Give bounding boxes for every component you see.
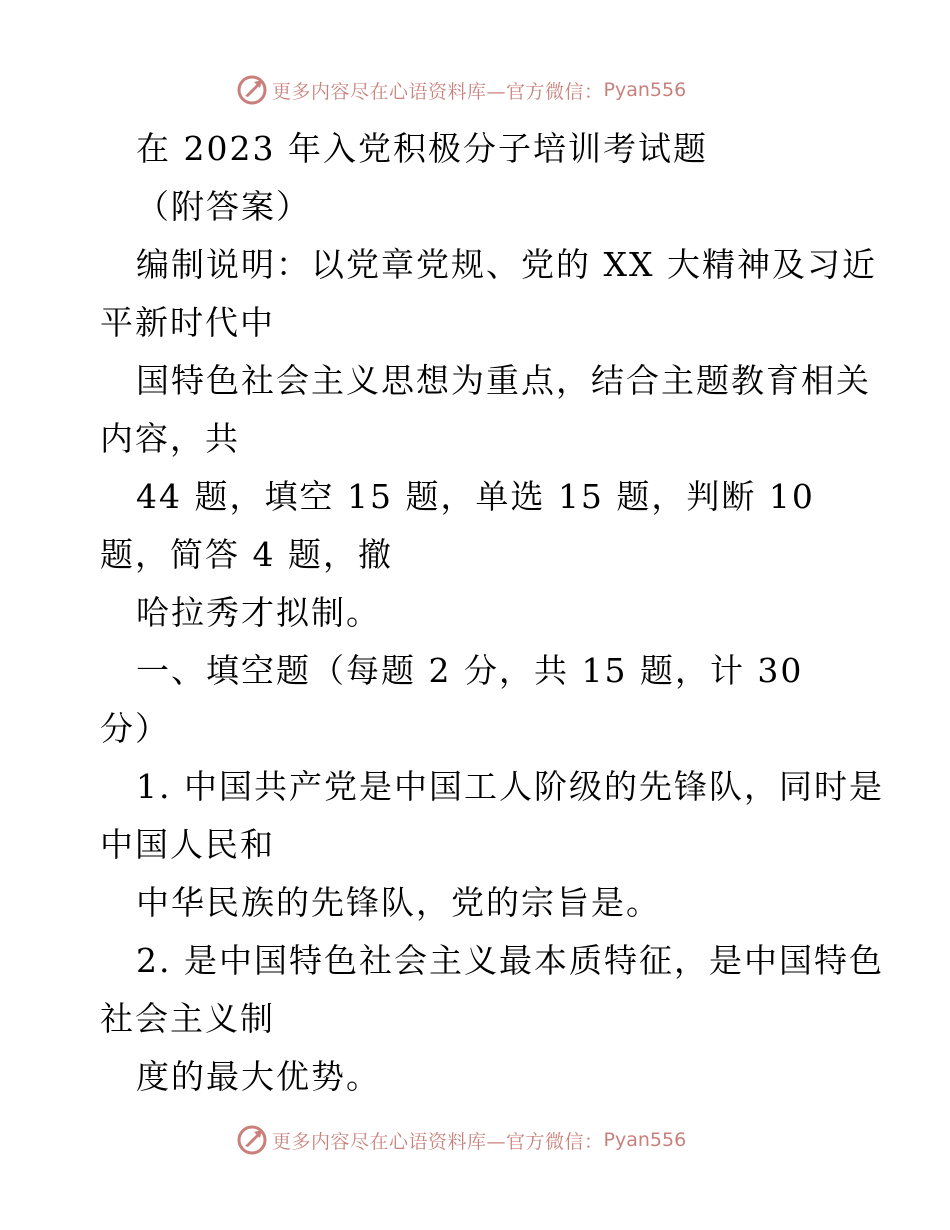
- footer-banner-contact: Pyan556: [603, 1129, 687, 1151]
- question-2: 2. 是中国特色社会主义最本质特征，是中国特色: [136, 941, 884, 980]
- text-line: 内容，共: [100, 419, 240, 458]
- question-2-continued: 度的最大优势。: [136, 1057, 381, 1096]
- quill-logo-icon: [236, 1124, 268, 1156]
- text-line: 编制说明：以党章党规、党的 XX 大精神及习近: [136, 245, 877, 284]
- header-banner-content: [236, 70, 686, 110]
- header-banner-contact: Pyan556: [603, 79, 687, 101]
- document-title: 在 2023 年入党积极分子培训考试题: [136, 129, 708, 168]
- section-heading: 一、填空题（每题 2 分，共 15 题，计 30: [136, 651, 804, 690]
- question-1-continued: 中国人民和: [100, 825, 275, 864]
- quill-logo-icon: [236, 74, 268, 106]
- header-banner: [0, 70, 950, 110]
- text-line: 题，简答 4 题，撤: [100, 535, 393, 574]
- text-line: 哈拉秀才拟制。: [136, 593, 381, 632]
- question-1: 1. 中国共产党是中国工人阶级的先锋队，同时是: [136, 767, 884, 806]
- footer-banner-text: 更多内容尽在心语资料库—官方微信：: [272, 1130, 604, 1153]
- header-banner-text: 更多内容尽在心语资料库—官方微信：: [272, 80, 604, 103]
- text-line: 国特色社会主义思想为重点，结合主题教育相关: [136, 361, 871, 400]
- text-line: 平新时代中: [100, 303, 275, 342]
- document-subtitle: （附答案）: [136, 187, 311, 226]
- section-heading-continued: 分）: [100, 709, 170, 748]
- document-body: [100, 120, 884, 1106]
- footer-banner-content: [236, 1120, 686, 1160]
- text-line: 44 题，填空 15 题，单选 15 题，判断 10: [136, 477, 815, 516]
- question-1-continued: 中华民族的先锋队，党的宗旨是。: [136, 883, 661, 922]
- footer-banner: [0, 1120, 950, 1160]
- question-2-continued: 社会主义制: [100, 999, 275, 1038]
